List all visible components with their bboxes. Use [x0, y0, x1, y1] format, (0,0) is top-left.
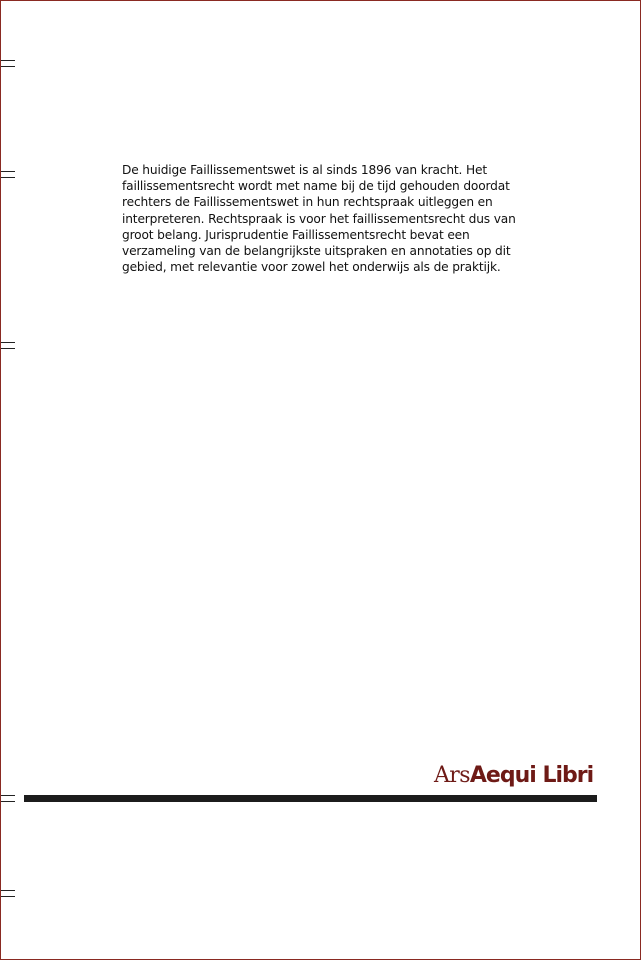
crop-mark	[1, 60, 15, 67]
bottom-rule	[24, 795, 597, 802]
publisher-logo-aequi-libri: Aequi Libri	[469, 763, 594, 788]
publisher-logo-ars: Ars	[434, 763, 470, 788]
crop-mark	[1, 890, 15, 897]
crop-mark	[1, 342, 15, 349]
crop-mark	[1, 171, 15, 178]
back-cover-blurb: De huidige Faillissementswet is al sinds 1896 van kracht. Het faillissementsrecht wordt met name bij de tijd gehouden doordat rechters de Faillissementswet in hun rechtspraak uitleggen en interpreteren. Rechtspraak is voor het faillissementsrecht dus van groot belang. Jurisprudentie Faillissementsrecht bevat een verzameling van de belangrijkste uitspraken en annotaties op dit gebied, met relevantie voor zowel het onderwijs als de praktijk.	[122, 163, 516, 275]
crop-mark	[1, 795, 15, 802]
publisher-logo	[434, 762, 598, 790]
